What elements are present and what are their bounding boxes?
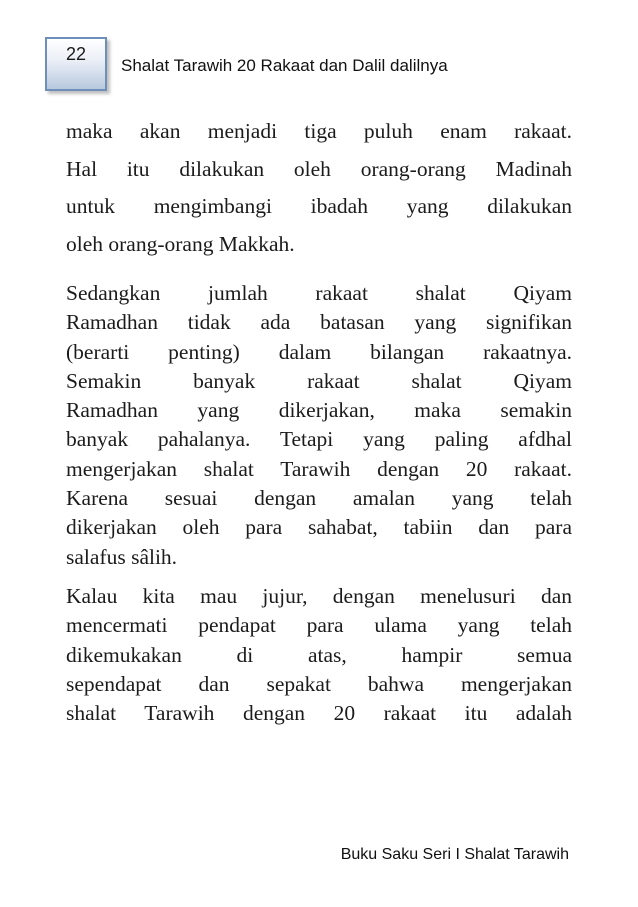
- text-line: mengerjakan shalat Tarawih dengan 20 rakaat.: [66, 456, 572, 481]
- text-line: Kalau kita mau jujur, dengan menelusuri dan: [66, 583, 572, 608]
- text-line: mencermati pendapat para ulama yang telah: [66, 613, 572, 638]
- text-line: dikerjakan oleh para sahabat, tabiin dan para: [66, 515, 572, 540]
- text-line: Sedangkan jumlah rakaat shalat Qiyam: [66, 281, 572, 305]
- text-line: salafus sâlih.: [66, 544, 178, 569]
- body-text: [66, 119, 572, 730]
- text-line: Karena sesuai dengan amalan yang telah: [66, 486, 572, 511]
- text-line: shalat Tarawih dengan 20 rakaat itu adalah: [66, 701, 572, 726]
- text-line: Ramadhan yang dikerjakan, maka semakin: [66, 398, 572, 423]
- text-line: sependapat dan sepakat bahwa mengerjakan: [66, 671, 572, 696]
- text-line: untuk mengimbangi ibadah yang dilakukan: [66, 194, 572, 218]
- paragraph-2: [66, 281, 572, 574]
- text-line: (berarti penting) dalam bilangan rakaatnya.: [66, 339, 572, 364]
- page-number: 22: [65, 44, 87, 64]
- text-line: Semakin banyak rakaat shalat Qiyam: [66, 368, 572, 393]
- text-line: maka akan menjadi tiga puluh enam rakaat.: [66, 119, 572, 143]
- text-line: dikemukakan di atas, hampir semua: [66, 642, 572, 667]
- text-line: Ramadhan tidak ada batasan yang signifikan: [66, 310, 572, 335]
- running-footer: Buku Saku Seri I Shalat Tarawih: [340, 846, 569, 863]
- text-line: banyak pahalanya. Tetapi yang paling afdhal: [66, 427, 572, 452]
- text-line: Hal itu dilakukan oleh orang-orang Madinah: [66, 156, 572, 181]
- paragraph-3: [66, 584, 572, 730]
- running-header-title: Shalat Tarawih 20 Rakaat dan Dalil dalilnya: [121, 56, 448, 75]
- paragraph-1: [66, 119, 572, 269]
- text-line: oleh orang-orang Makkah.: [66, 231, 295, 256]
- page-number-badge: [45, 37, 107, 91]
